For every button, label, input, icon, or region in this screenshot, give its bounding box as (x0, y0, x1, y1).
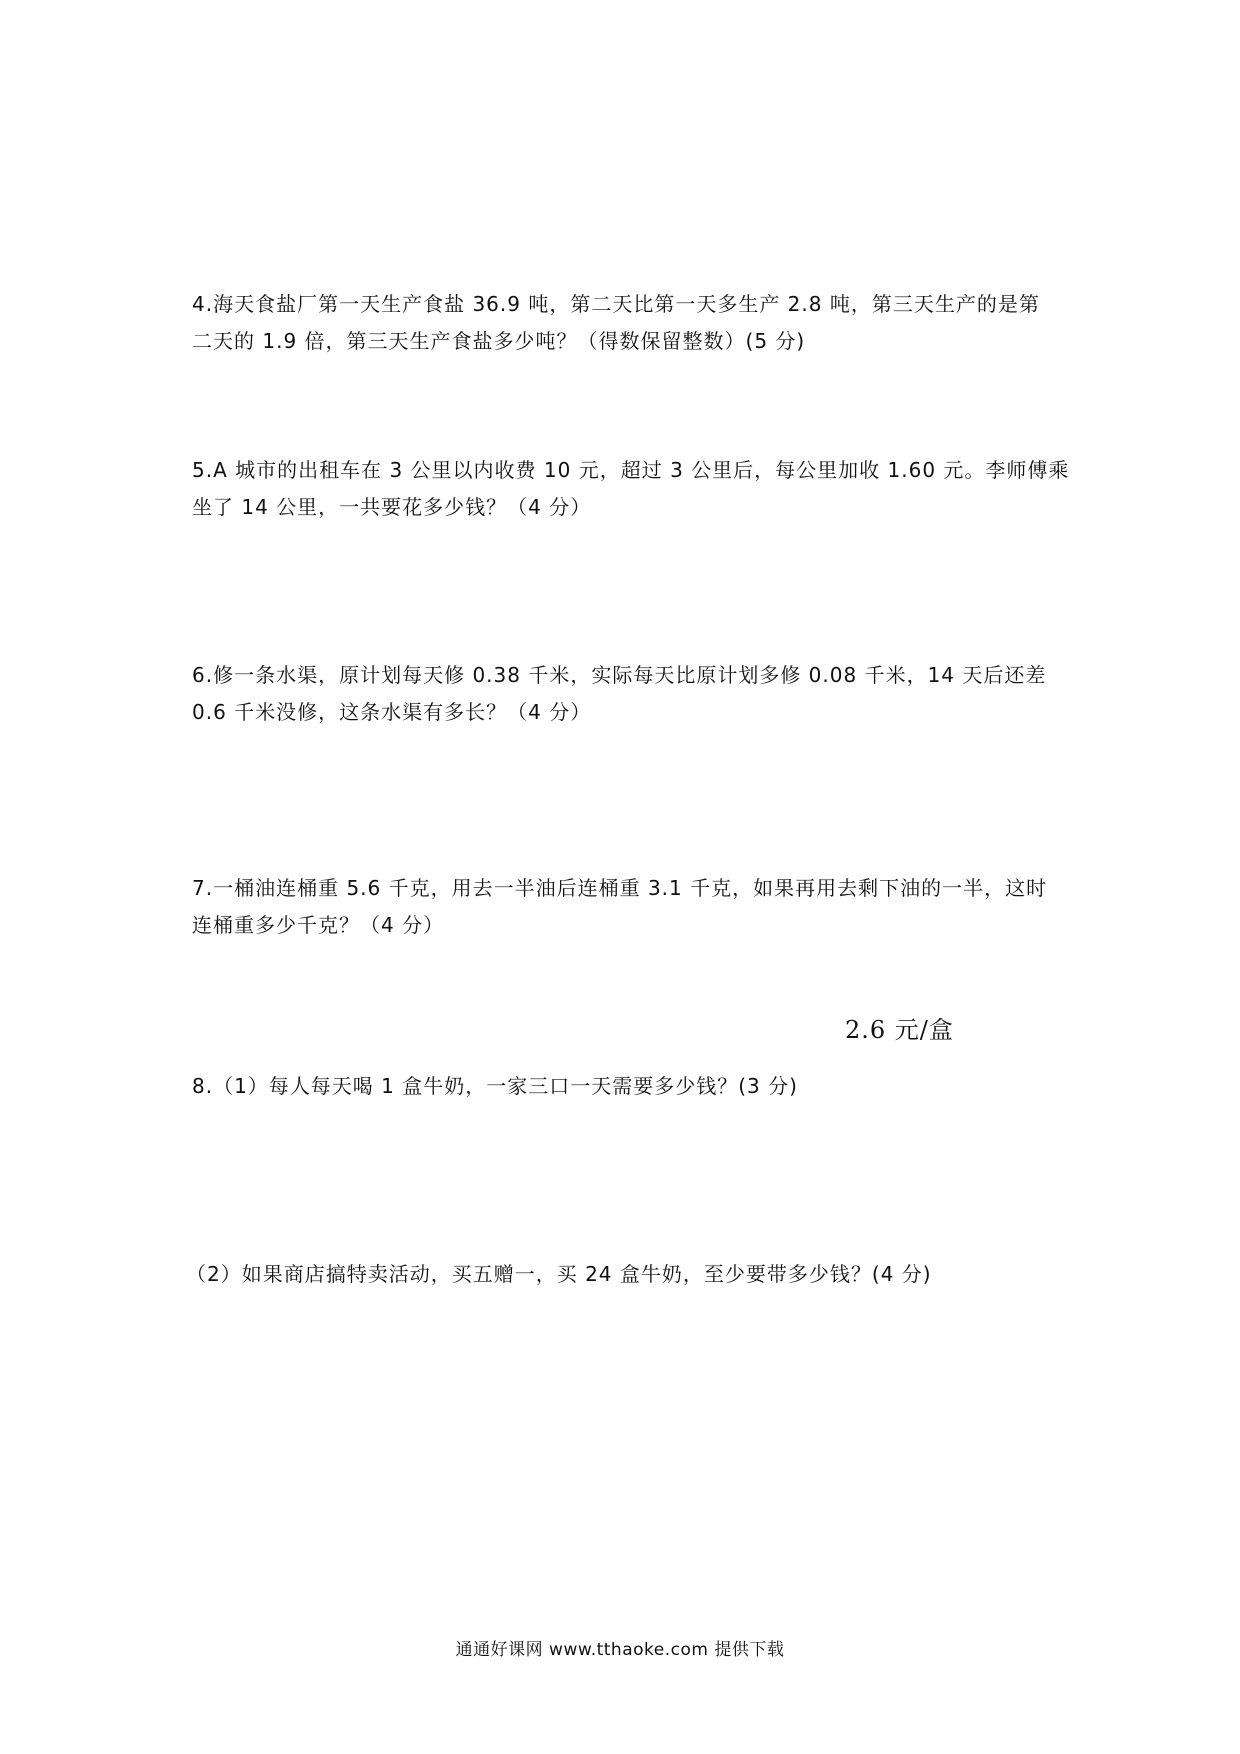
problem-8-part-2-line: （2）如果商店搞特卖活动，买五赠一，买 24 盒牛奶，至少要带多少钱？(4 分) (186, 1262, 932, 1286)
problem-5-line-1: 5.A 城市的出租车在 3 公里以内收费 10 元，超过 3 公里后，每公里加收 1.60 元。李师傅乘 (192, 458, 1070, 482)
problem-5 (192, 452, 1070, 526)
problem-8-part-1 (192, 1068, 1062, 1105)
problem-4-line-2: 二天的 1.9 倍，第三天生产食盐多少吨？（得数保留整数）(5 分) (192, 329, 806, 353)
problem-6 (192, 657, 1062, 731)
problem-7-line-1: 7.一桶油连桶重 5.6 千克，用去一半油后连桶重 3.1 千克，如果再用去剩下油的一半，这时 (192, 876, 1048, 900)
problem-8-part-1-line: 8.（1）每人每天喝 1 盒牛奶，一家三口一天需要多少钱？(3 分) (192, 1074, 798, 1098)
problem-7-line-2: 连桶重多少千克？（4 分） (192, 913, 445, 937)
problem-4-line-1: 4.海天食盐厂第一天生产食盐 36.9 吨，第二天比第一天多生产 2.8 吨，第三天生产的是第 (192, 292, 1040, 316)
footer-source: 通通好课网 www.tthaoke.com 提供下载 (455, 1640, 785, 1660)
problem-8-part-2 (186, 1256, 1056, 1293)
problem-6-line-1: 6.修一条水渠，原计划每天修 0.38 千米，实际每天比原计划多修 0.08 千米，14 天后还差 (192, 663, 1047, 687)
problem-7 (192, 870, 1062, 944)
problem-4 (192, 286, 1062, 360)
milk-price-tag: 2.6 元/盒 (845, 1016, 954, 1044)
problem-6-line-2: 0.6 千米没修，这条水渠有多长？（4 分） (192, 700, 592, 724)
problem-5-line-2: 坐了 14 公里，一共要花多少钱？（4 分） (192, 495, 592, 519)
